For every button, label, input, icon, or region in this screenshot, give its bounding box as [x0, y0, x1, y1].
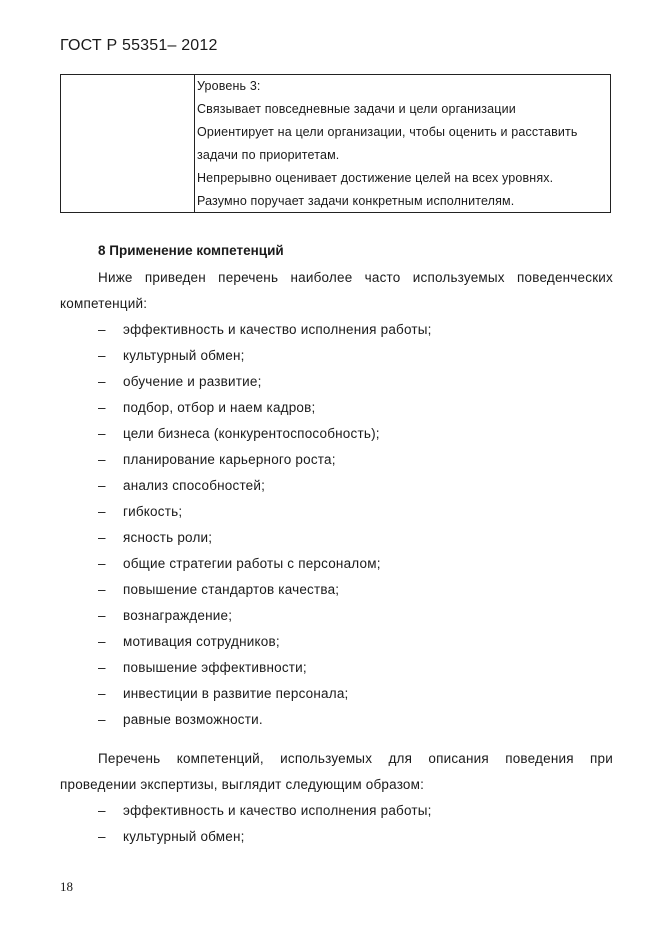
- list-bullet-dash: –: [98, 504, 106, 519]
- list-item-text: анализ способностей;: [123, 478, 266, 493]
- list-bullet-dash: –: [98, 582, 106, 597]
- list-bullet-dash: –: [98, 712, 106, 727]
- document-header: ГОСТ Р 55351– 2012: [60, 37, 218, 54]
- table-line: Непрерывно оценивает достижение целей на всех уровнях.: [197, 171, 554, 185]
- competency-level-table: [60, 74, 611, 213]
- list-bullet-dash: –: [98, 660, 106, 675]
- table-line: задачи по приоритетам.: [197, 148, 340, 162]
- table-line: Ориентирует на цели организации, чтобы оценить и расставить: [197, 125, 578, 139]
- list-bullet-dash: –: [98, 348, 106, 363]
- list-item-text: гибкость;: [123, 504, 183, 519]
- list-bullet-dash: –: [98, 829, 106, 844]
- list-item-text: повышение эффективности;: [123, 660, 307, 675]
- list-bullet-dash: –: [98, 803, 106, 818]
- list-item-text: культурный обмен;: [123, 348, 245, 363]
- list-item-text: повышение стандартов качества;: [123, 582, 340, 597]
- list-bullet-dash: –: [98, 686, 106, 701]
- list-bullet-dash: –: [98, 400, 106, 415]
- list-bullet-dash: –: [98, 634, 106, 649]
- list-item-text: эффективность и качество исполнения работы;: [123, 322, 432, 337]
- list-bullet-dash: –: [98, 322, 106, 337]
- table-line: Уровень 3:: [197, 79, 261, 93]
- list-bullet-dash: –: [98, 530, 106, 545]
- list-item-text: обучение и развитие;: [123, 374, 262, 389]
- paragraph-line: Перечень компетенций, используемых для описания поведения при: [98, 751, 613, 766]
- list-item-text: подбор, отбор и наем кадров;: [123, 400, 316, 415]
- list-item-text: ясность роли;: [123, 530, 213, 545]
- list-bullet-dash: –: [98, 426, 106, 441]
- list-item-text: инвестиции в развитие персонала;: [123, 686, 349, 701]
- list-bullet-dash: –: [98, 478, 106, 493]
- paragraph-line: компетенций:: [60, 296, 148, 311]
- paragraph-line: проведении экспертизы, выглядит следующим образом:: [60, 777, 425, 792]
- list-item-text: мотивация сотрудников;: [123, 634, 280, 649]
- list-item-text: цели бизнеса (конкурентоспособность);: [123, 426, 380, 441]
- list-bullet-dash: –: [98, 556, 106, 571]
- list-item-text: вознаграждение;: [123, 608, 233, 623]
- list-item-text: культурный обмен;: [123, 829, 245, 844]
- table-column-divider: [194, 75, 195, 212]
- list-bullet-dash: –: [98, 374, 106, 389]
- list-item-text: общие стратегии работы с персоналом;: [123, 556, 381, 571]
- list-item-text: планирование карьерного роста;: [123, 452, 336, 467]
- page-number: 18: [60, 879, 73, 894]
- table-line: Связывает повседневные задачи и цели организации: [197, 102, 516, 116]
- section-title: 8 Применение компетенций: [98, 243, 284, 258]
- paragraph-line: Ниже приведен перечень наиболее часто используемых поведенческих: [98, 270, 613, 285]
- list-bullet-dash: –: [98, 452, 106, 467]
- list-bullet-dash: –: [98, 608, 106, 623]
- list-item-text: эффективность и качество исполнения работы;: [123, 803, 432, 818]
- list-item-text: равные возможности.: [123, 712, 263, 727]
- table-line: Разумно поручает задачи конкретным исполнителям.: [197, 194, 515, 208]
